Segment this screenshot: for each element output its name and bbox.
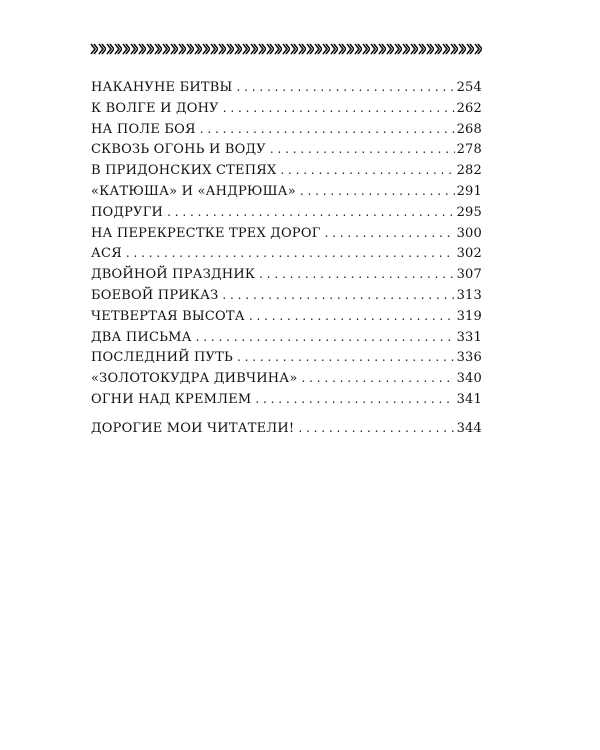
toc-entry-title: НА ПЕРЕКРЕСТКЕ ТРЕХ ДОРОГ xyxy=(91,225,321,241)
toc-entry xyxy=(91,330,482,351)
toc-leader-dots xyxy=(280,163,454,177)
toc-entry-page: 336 xyxy=(456,350,482,366)
toc-entry-page: 340 xyxy=(456,371,482,387)
toc-leader-dots xyxy=(222,288,454,302)
toc-entry xyxy=(91,163,482,184)
toc-entry-title: ДВА ПИСЬМА xyxy=(91,329,192,345)
toc-entry-page: 282 xyxy=(456,163,482,179)
toc-entry-title: НА ПОЛЕ БОЯ xyxy=(91,121,196,137)
toc-leader-dots xyxy=(237,350,455,364)
toc-leader-dots xyxy=(300,184,455,198)
toc-entry-title: ОГНИ НАД КРЕМЛЕМ xyxy=(91,391,252,407)
toc-entry-title: ПОСЛЕДНИЙ ПУТЬ xyxy=(91,350,233,366)
toc-leader-dots xyxy=(259,267,454,281)
toc-entry-page: 278 xyxy=(456,142,482,158)
toc-leader-dots xyxy=(298,421,454,435)
toc-entry-page: 319 xyxy=(456,308,482,324)
toc-leader-dots xyxy=(236,80,454,94)
toc-entry xyxy=(91,142,482,163)
toc-entry-page: 291 xyxy=(456,183,482,199)
toc-entry-title: АСЯ xyxy=(91,246,122,262)
toc-entry xyxy=(91,122,482,143)
toc-entry-page: 295 xyxy=(456,204,482,220)
toc-entry-title: СКВОЗЬ ОГОНЬ И ВОДУ xyxy=(91,142,266,158)
toc-entry-title: «ЗОЛОТОКУДРА ДИВЧИНА» xyxy=(91,371,298,387)
toc-entry-page: 341 xyxy=(456,391,482,407)
toc-entry xyxy=(91,184,482,205)
toc-entry-page: 262 xyxy=(456,100,482,116)
toc-entry xyxy=(91,267,482,288)
toc-entry-title: НАКАНУНЕ БИТВЫ xyxy=(91,80,233,95)
toc-leader-dots xyxy=(167,205,455,219)
toc-entry-page: 268 xyxy=(456,121,482,137)
toc-entry xyxy=(91,226,482,247)
toc-entry xyxy=(91,350,482,371)
toc-leader-dots xyxy=(325,226,455,240)
toc-entry xyxy=(91,80,482,101)
toc-entry xyxy=(91,288,482,309)
toc-entry-page: 307 xyxy=(456,267,482,283)
toc-entry-page: 313 xyxy=(456,287,482,303)
toc-entry-title: ДВОЙНОЙ ПРАЗДНИК xyxy=(91,267,256,283)
chevron-ornament-border xyxy=(90,42,482,56)
toc-entry-page: 300 xyxy=(456,225,482,241)
toc-entry-title: БОЕВОЙ ПРИКАЗ xyxy=(91,287,219,303)
toc-entry xyxy=(91,371,482,392)
chevron-ornament-icon xyxy=(90,42,482,56)
toc-entry xyxy=(91,309,482,330)
toc-leader-dots xyxy=(270,142,455,156)
toc-entry-title: «КАТЮША» И «АНДРЮША» xyxy=(91,183,296,199)
toc-entry xyxy=(91,101,482,122)
toc-entry xyxy=(91,392,482,413)
toc-entry xyxy=(91,205,482,226)
table-of-contents xyxy=(91,80,482,442)
toc-entry-page: 254 xyxy=(456,80,482,95)
toc-leader-dots xyxy=(200,122,455,136)
toc-leader-dots xyxy=(196,330,455,344)
toc-leader-dots xyxy=(126,246,455,260)
toc-leader-dots xyxy=(223,101,455,115)
toc-entry-page: 331 xyxy=(456,329,482,345)
toc-leader-dots xyxy=(255,392,454,406)
toc-entry-page: 344 xyxy=(456,420,482,436)
toc-entry-title: В ПРИДОНСКИХ СТЕПЯХ xyxy=(91,163,277,179)
toc-entry xyxy=(91,246,482,267)
toc-entry xyxy=(91,421,482,442)
toc-entry-title: ЧЕТВЕРТАЯ ВЫСОТА xyxy=(91,308,245,324)
toc-leader-dots xyxy=(301,371,454,385)
toc-entry-title: ДОРОГИЕ МОИ ЧИТАТЕЛИ! xyxy=(91,420,295,436)
toc-entry-title: ПОДРУГИ xyxy=(91,204,164,220)
toc-entry-page: 302 xyxy=(456,246,482,262)
toc-entry-title: К ВОЛГЕ И ДОНУ xyxy=(91,100,219,116)
toc-leader-dots xyxy=(249,309,455,323)
